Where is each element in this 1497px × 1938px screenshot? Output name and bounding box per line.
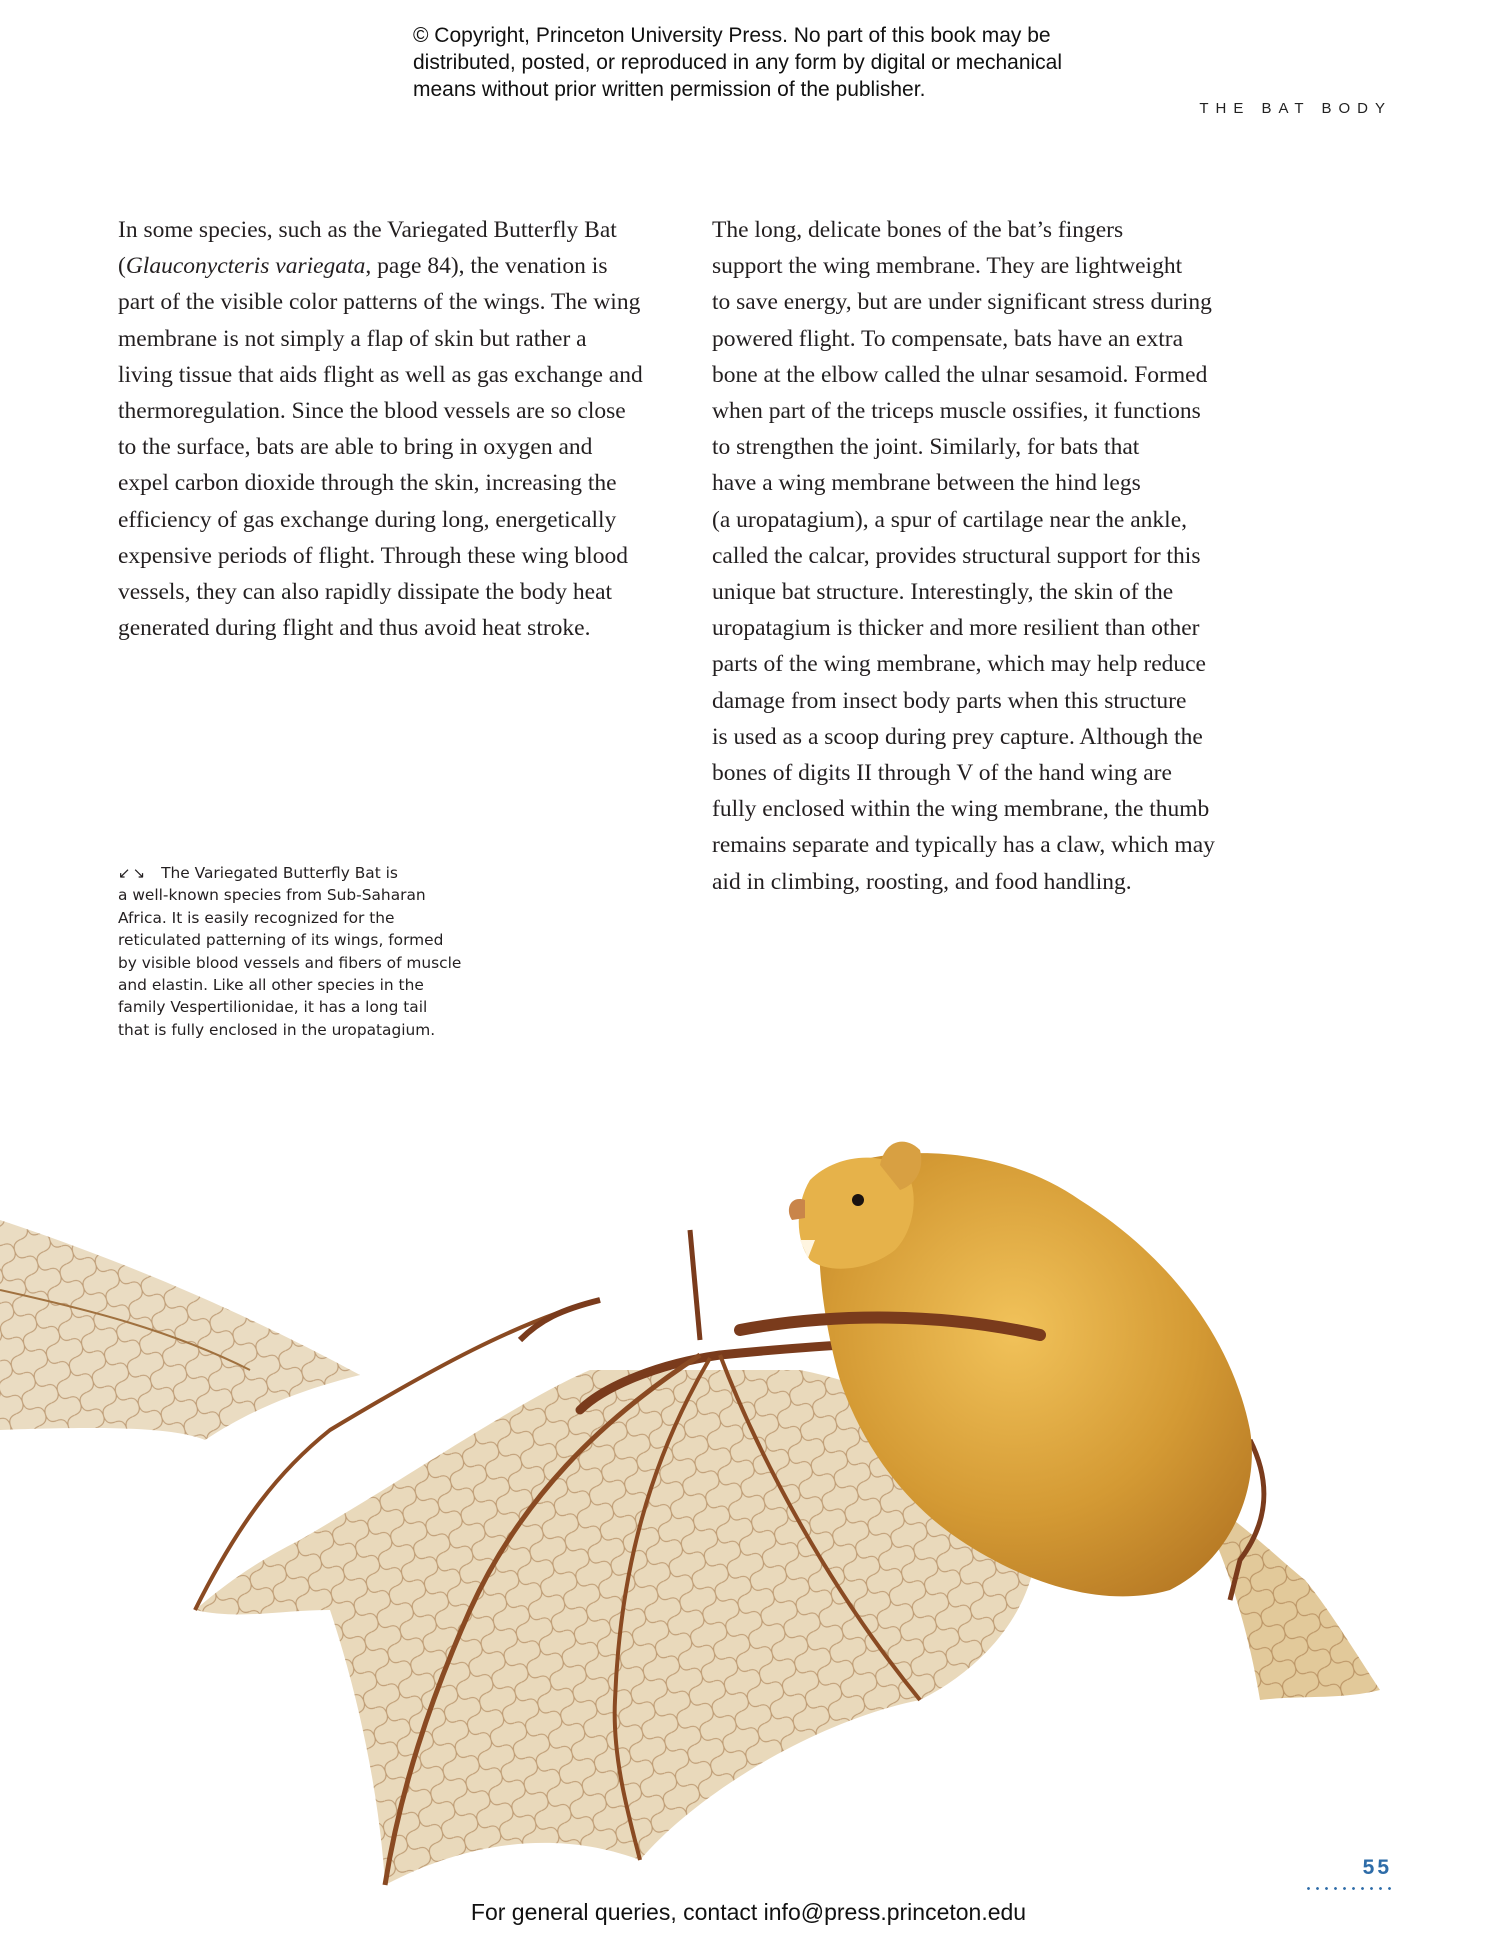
- copyright-notice: [413, 22, 1173, 103]
- bat-photograph: [0, 1140, 1497, 1900]
- caption-line: that is fully enclosed in the uropatagium.: [118, 1020, 436, 1039]
- text-line: expel carbon dioxide through the skin, increasing the: [118, 470, 617, 497]
- text-line: to save energy, but are under significant stress during: [712, 289, 1212, 316]
- text-line: is used as a scoop during prey capture. Although the: [712, 723, 1203, 750]
- copyright-line: distributed, posted, or reproduced in any form by digital or mechanical: [413, 51, 1063, 74]
- footer-text: For general queries, contact info@press.princeton.edu: [470, 1899, 1027, 1925]
- text-line: parts of the wing membrane, which may help reduce: [712, 651, 1206, 678]
- text-line: aid in climbing, roosting, and food handling.: [712, 868, 1132, 895]
- text-line: efficiency of gas exchange during long, energetically: [118, 506, 617, 533]
- running-head: THE BAT BODY: [1199, 100, 1392, 117]
- pointer-arrows-icon: ↙↘: [118, 864, 148, 882]
- text-line: vessels, they can also rapidly dissipate the body heat: [118, 579, 613, 606]
- text-line: called the calcar, provides structural support for this: [712, 542, 1201, 569]
- body-text-right-column: [712, 212, 1272, 900]
- text-line: membrane is not simply a flap of skin but rather a: [118, 325, 587, 352]
- text-line: bones of digits II through V of the hand wing are: [712, 760, 1172, 787]
- figure-caption: [118, 862, 488, 1041]
- body-text-left-column: [118, 212, 683, 646]
- copyright-line: © Copyright, Princeton University Press. No part of this book may be: [413, 24, 1051, 47]
- caption-line: [118, 862, 488, 884]
- text-line: damage from insect body parts when this structure: [712, 687, 1187, 714]
- page-number-dots: [1304, 1887, 1392, 1890]
- text-line: to strengthen the joint. Similarly, for bats that: [712, 434, 1140, 461]
- text-line: In some species, such as the Variegated Butterfly Bat: [118, 217, 617, 243]
- species-name-italic: Glauconycteris variegata: [125, 253, 366, 280]
- text-line: when part of the triceps muscle ossifies, it functions: [712, 398, 1201, 425]
- text-line: uropatagium is thicker and more resilient than other: [712, 615, 1200, 642]
- text-line: The long, delicate bones of the bat’s fingers: [712, 217, 1124, 243]
- caption-text: The Variegated Butterfly Bat is: [161, 864, 398, 882]
- caption-line: reticulated patterning of its wings, formed: [118, 931, 444, 950]
- footer-contact: [0, 1899, 1497, 1926]
- text-line: part of the visible color patterns of the wings. The wing: [118, 289, 641, 316]
- copyright-line: means without prior written permission of the publisher.: [413, 78, 926, 101]
- text-line: have a wing membrane between the hind legs: [712, 470, 1141, 497]
- caption-line: a well-known species from Sub-Saharan: [118, 886, 426, 905]
- text-line: fully enclosed within the wing membrane, the thumb: [712, 796, 1210, 823]
- text-line: expensive periods of flight. Through these wing blood: [118, 542, 628, 569]
- text-line: thermoregulation. Since the blood vessels are so close: [118, 398, 626, 425]
- text-line: living tissue that aids flight as well as gas exchange and: [118, 361, 643, 388]
- text-line: [118, 248, 683, 284]
- page-number: 55: [1362, 1856, 1392, 1879]
- far-wing: [0, 1220, 360, 1440]
- text-fragment: (: [118, 253, 126, 280]
- text-line: unique bat structure. Interestingly, the skin of the: [712, 579, 1174, 606]
- text-fragment: , page 84), the venation is: [365, 253, 608, 280]
- caption-line: Africa. It is easily recognized for the: [118, 908, 395, 927]
- text-line: bone at the elbow called the ulnar sesamoid. Formed: [712, 361, 1208, 388]
- text-line: remains separate and typically has a claw, which may: [712, 832, 1215, 859]
- text-line: (a uropatagium), a spur of cartilage near the ankle,: [712, 506, 1188, 533]
- text-line: support the wing membrane. They are lightweight: [712, 253, 1183, 280]
- text-line: to the surface, bats are able to bring in oxygen and: [118, 434, 593, 461]
- text-line: generated during flight and thus avoid heat stroke.: [118, 615, 591, 642]
- text-line: powered flight. To compensate, bats have an extra: [712, 325, 1184, 352]
- caption-line: by visible blood vessels and fibers of muscle: [118, 953, 462, 972]
- caption-line: and elastin. Like all other species in the: [118, 976, 424, 995]
- caption-line: family Vespertilionidae, it has a long tail: [118, 998, 428, 1017]
